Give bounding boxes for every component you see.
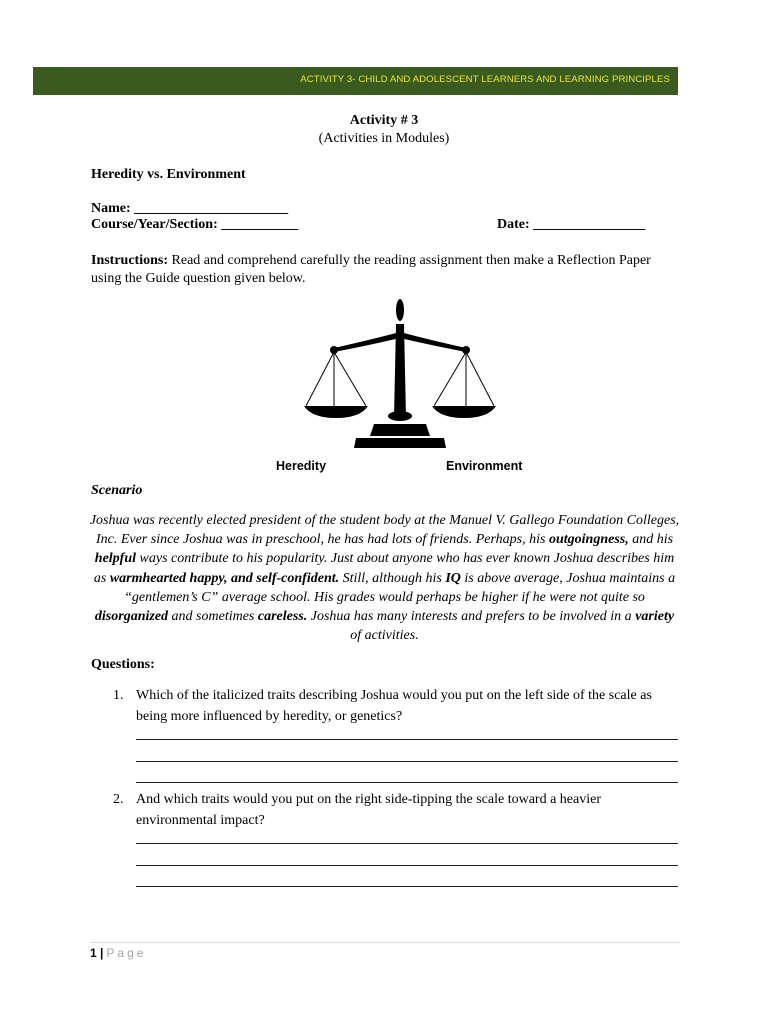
answer-line[interactable]	[136, 886, 678, 887]
activity-subtitle: (Activities in Modules)	[318, 131, 450, 146]
date-field[interactable]: Date: ________________	[497, 217, 646, 232]
footer-separator: |	[100, 946, 104, 960]
answer-line[interactable]	[136, 843, 678, 844]
page-word: Page	[106, 946, 147, 960]
scenario-text: ways contribute to his popularity. Just about anyone who has ever known Joshua describes him as	[93, 551, 675, 586]
scenario-text: and his	[628, 532, 674, 548]
scenario-text: and sometimes	[168, 609, 258, 625]
scenario-text: of activities.	[350, 628, 419, 644]
scenario-text: Joshua has many interests and prefers to be involved in a	[307, 609, 636, 625]
question-text: Which of the italicized traits describing Joshua would you put on the left side of the scale as being more influenced by heredity, or genetics?	[136, 688, 652, 724]
question-number: 2.	[113, 792, 124, 807]
trait-helpful: helpful	[94, 551, 137, 567]
activity-title: Activity # 3	[349, 113, 419, 128]
page-number: 1	[90, 946, 97, 960]
name-field[interactable]: Name: ______________________	[91, 201, 289, 216]
trait-variety: variety	[635, 609, 675, 625]
instructions-label: Instructions:	[91, 253, 169, 268]
scenario-text: is above average, Joshua maintains a “gentlemen’s C” average school. His grades would perhaps be higher if he were not quite so	[124, 570, 676, 605]
topic-heading: Heredity vs. Environment	[91, 167, 246, 182]
trait-careless: careless.	[257, 609, 308, 625]
header-banner	[33, 67, 678, 95]
questions-heading: Questions:	[91, 657, 155, 672]
course-field[interactable]: Course/Year/Section: ___________	[91, 217, 299, 232]
answer-line[interactable]	[136, 761, 678, 762]
trait-disorganized: disorganized	[94, 609, 169, 625]
scenario-text: Joshua was recently elected president of the student body at the Manuel V. Gallego Foundation Colleges, Inc. Ever since Joshua was in preschool, he has had lots of friends. Perhaps, his	[89, 513, 680, 548]
trait-outgoingness: outgoingness,	[548, 532, 629, 548]
instructions-text: Read and comprehend carefully the reading assignment then make a Reflection Paper using the Guide question given below.	[91, 253, 651, 286]
question-text: And which traits would you put on the right side-tipping the scale toward a heavier environmental impact?	[136, 792, 602, 828]
answer-line[interactable]	[136, 865, 678, 866]
instructions	[91, 252, 681, 288]
environment-label: Environment	[446, 459, 523, 473]
scenario-heading: Scenario	[91, 483, 143, 498]
trait-warmhearted: warmhearted happy, and self-confident.	[109, 570, 340, 586]
question-number: 1.	[113, 688, 124, 703]
scenario-text: Still, although his	[339, 570, 446, 586]
heredity-label: Heredity	[276, 459, 327, 473]
footer-divider	[90, 942, 680, 943]
page-footer	[90, 946, 146, 960]
header-banner-text: ACTIVITY 3- CHILD AND ADOLESCENT LEARNERS AND LEARNING PRINCIPLES	[300, 74, 670, 85]
trait-iq: IQ	[445, 570, 461, 586]
scenario-paragraph	[88, 511, 681, 645]
answer-line[interactable]	[136, 739, 678, 740]
answer-line[interactable]	[136, 782, 678, 783]
balance-scale-icon	[300, 298, 500, 450]
